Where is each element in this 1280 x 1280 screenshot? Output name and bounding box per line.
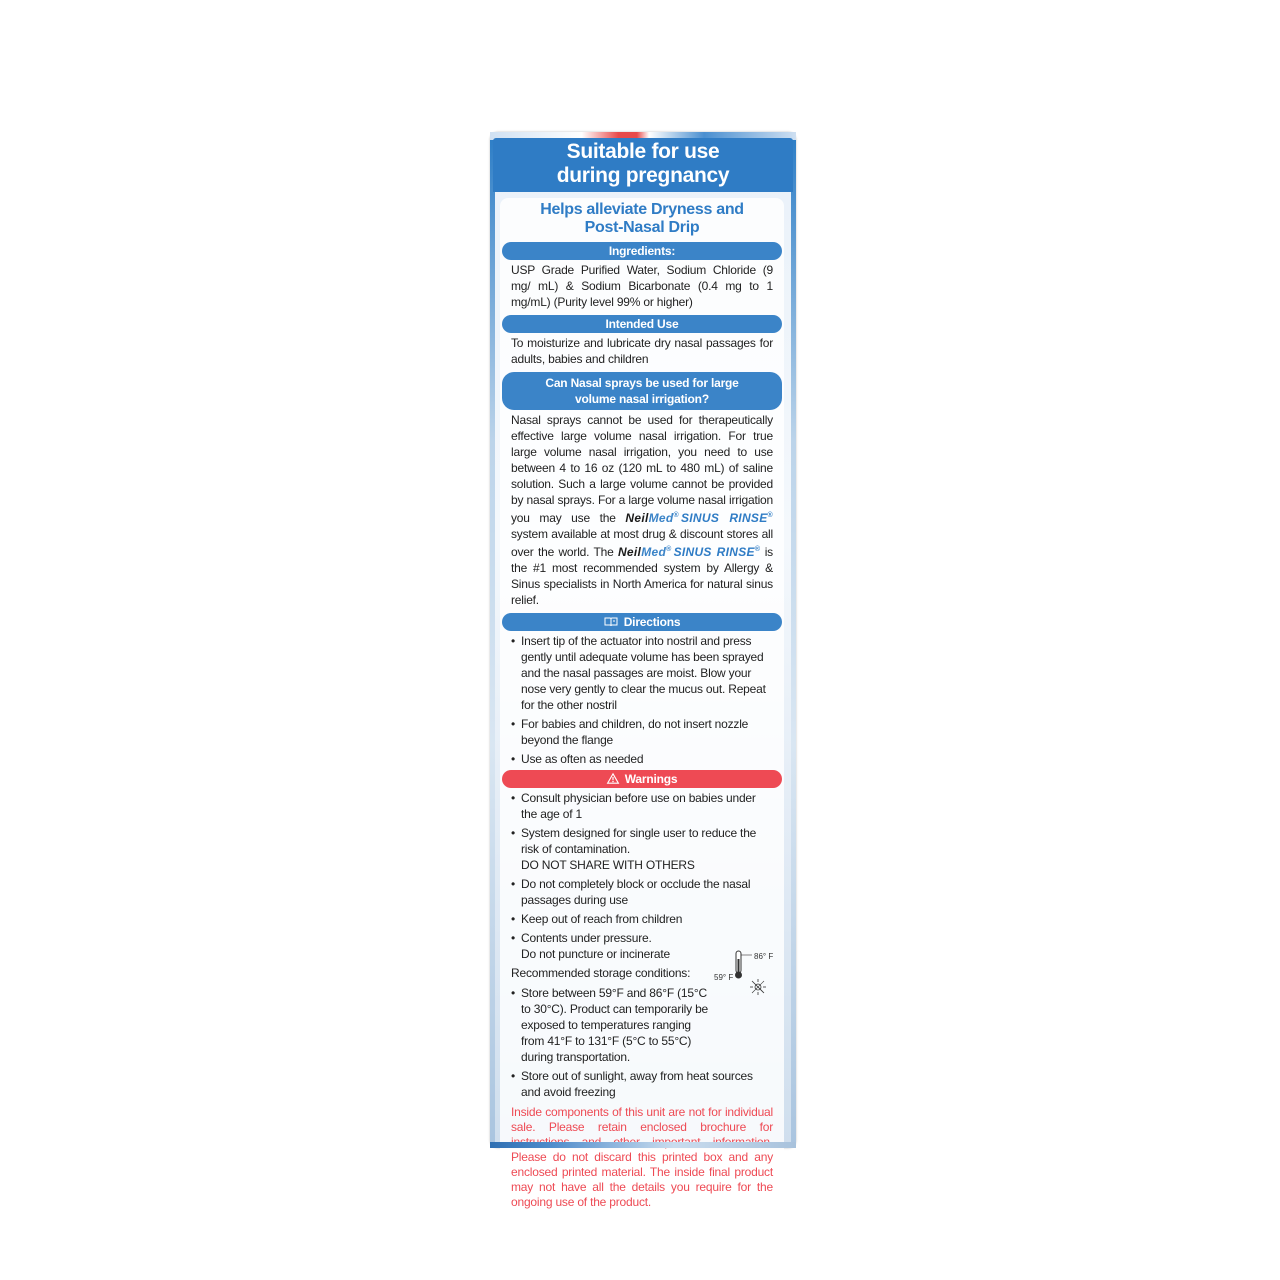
pregnancy-banner-line1: Suitable for use <box>566 140 720 163</box>
retain-brochure-notice: Inside components of this unit are not for individual sale. Please retain enclosed brochure for Please do not discard this printed box and any enclosed printed material. The inside final product may not have all the details you require for the ongoing use of the product. <box>511 1105 773 1209</box>
ingredients-text: USP Grade Purified Water, Sodium Chloride (9 mg/ mL) & Sodium Bicarbonate (0.4 mg to 1 mg/mL) (Purity level 99% or higher) <box>511 263 773 309</box>
faq-text-part2: system available at most drug & discount stores all over the world. The <box>511 527 773 559</box>
neilmed-sinus-rinse-logo <box>625 511 773 525</box>
brand-med-2: Med <box>641 545 667 559</box>
intended-use-heading: Intended Use <box>502 315 782 333</box>
faq-heading-line1: Can Nasal sprays be used for large <box>545 376 739 390</box>
storage-item: • Store out of sunlight, away from heat sources and avoid freezing <box>511 1068 773 1100</box>
warnings-heading-label: Warnings <box>624 772 678 786</box>
neilmed-sinus-rinse-logo-2 <box>618 545 760 559</box>
brand-reg-2: ® <box>666 546 672 553</box>
brand-product-2: SINUS RINSE <box>673 545 755 559</box>
do-not-puncture-text: Do not puncture or incinerate <box>521 947 670 961</box>
product-box-side-panel <box>490 132 796 1209</box>
faq-text-part3: is the #1 most recommended system by Allergy & Sinus specialists in North America for natural sinus relief. <box>511 545 773 607</box>
brand-product: SINUS RINSE <box>680 511 768 525</box>
directions-list <box>500 631 784 767</box>
tagline-line1: Helps alleviate Dryness and <box>540 201 744 218</box>
storage-item: • Store between 59°F and 86°F (15°C to 30°C). Product can temporarily be exposed to temperatures ranging from 41°F to 131°F (5°C to 55°C) during transportation. <box>511 985 712 1065</box>
storage-list-2 <box>500 1068 784 1100</box>
directions-heading-label: Directions <box>623 615 681 629</box>
box-right-edge <box>791 140 796 1148</box>
brand-neil: Neil <box>625 511 649 525</box>
box-bottom-strip <box>490 1142 796 1148</box>
warnings-item-text: System designed for single user to reduce the risk of contamination. <box>521 826 757 856</box>
thermo-low-label: 59° F <box>714 973 734 982</box>
warnings-item <box>511 825 773 873</box>
brand-reg: ® <box>673 512 679 519</box>
thermometer-icon <box>714 949 778 1009</box>
sun-crossed-icon <box>750 979 766 995</box>
brand-product-reg-2: ® <box>754 546 761 553</box>
warnings-item-text: Contents under pressure. <box>521 931 652 945</box>
storage-heading: Recommended storage conditions: <box>511 966 691 980</box>
thermo-high-label: 86° F <box>754 952 774 961</box>
ingredients-heading: Ingredients: <box>502 242 782 260</box>
box-left-edge <box>490 140 495 1148</box>
pregnancy-banner-line2: during pregnancy <box>556 164 730 187</box>
tagline-line2: Post-Nasal Drip <box>584 219 700 236</box>
faq-text <box>500 410 784 610</box>
brand-product-reg: ® <box>767 512 773 519</box>
brand-neil-2: Neil <box>617 545 642 559</box>
directions-item: • Use as often as needed <box>511 751 773 767</box>
faq-text-part1: Nasal sprays cannot be used for therapeutically effective large volume nasal irrigation. For true large volume nasal irrigation, you need to use between 4 to 16 oz (120 mL to 480 mL) of saline solution. Such a large volume cannot be provided by nasal sprays. For a large volume nasal irrigation you may use the <box>511 413 773 525</box>
book-icon <box>604 615 621 629</box>
warnings-item: • Keep out of reach from children <box>511 911 773 927</box>
faq-heading-line2: volume nasal irrigation? <box>575 392 709 406</box>
faq-heading <box>502 372 782 410</box>
warnings-list <box>500 788 784 962</box>
warnings-heading <box>502 770 782 788</box>
do-not-share-text: DO NOT SHARE WITH OTHERS <box>521 858 695 872</box>
brand-med: Med <box>648 511 674 525</box>
directions-heading <box>502 613 782 631</box>
warnings-item: • Consult physician before use on babies under the age of 1 <box>511 790 773 822</box>
pregnancy-banner <box>493 138 793 192</box>
directions-item: • For babies and children, do not insert nozzle beyond the flange <box>511 716 773 748</box>
intended-use-text: To moisturize and lubricate dry nasal passages for adults, babies and children <box>511 336 773 366</box>
tagline <box>500 198 784 237</box>
warnings-item: • Do not completely block or occlude the nasal passages during use <box>511 876 773 908</box>
directions-item: • Insert tip of the actuator into nostril and press gently until adequate volume has been sprayed and the nasal passages are moist. Blow your nose very gently to clear the mucus out. Repeat for the other nostril <box>511 633 773 713</box>
info-panel <box>500 198 784 1210</box>
warning-triangle-icon <box>607 772 622 786</box>
